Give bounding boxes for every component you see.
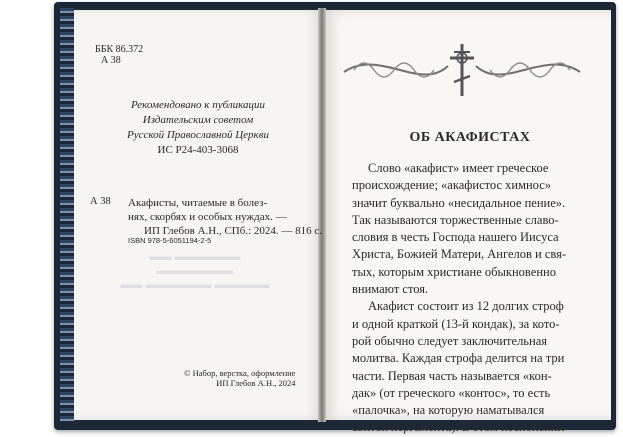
catalog-index: А 38 [90,196,111,207]
catalog-entry [128,196,322,238]
text-line: «палочка», на которую наматывался [352,403,545,418]
catalog-line: ИП Глебов А.Н., СПб.: 2024. — 816 с. [144,225,323,237]
text-line: дак» (от греческого «контос», то есть [352,385,551,400]
bbk-code [95,44,143,66]
text-line: происхождение; «акафистос химнос» [352,178,552,193]
section-heading: ОБ АКАФИСТАХ [409,130,531,145]
text-line: рой обычно следует заключительная [352,333,547,348]
text-line: свиток пергамента). В этом песнопении [352,420,565,435]
text-line: внимают стоя. [352,282,429,297]
bbk-line: А 38 [101,55,121,66]
ornament-cross-icon [340,40,584,98]
catalog-line: нях, скорбях и особых нуждах. — [128,211,287,223]
text-line: части. Первая часть называется «кон- [352,368,552,383]
catalog-line: Акафисты, читаемые в болез- [128,197,268,209]
text-line: словия в честь Господа нашего Иисуса [352,230,559,245]
recommendation-line: ИС Р24-403-3068 [157,144,239,156]
body-text [352,160,566,437]
imprint-line: ИП Глебов А.Н., 2024 [216,378,296,388]
text-line: тых, которым христиане обыкновенно [352,264,556,279]
isbn: ISBN 978-5-6051194-2-5 [128,236,212,245]
show-through-text: ▬▬ ▬▬▬▬▬▬ ▬▬▬▬▬▬▬ ▬▬ ▬▬▬▬▬▬ ▬▬▬▬▬ [120,251,270,291]
text-line: значит буквально «несидальное пение». [352,195,566,210]
recommendation-line: Издательским советом [142,114,254,126]
text-line: Христа, Божией Матери, Ангелов и свя- [352,247,567,262]
imprint [184,368,295,388]
text-line: Акафист состоит из 12 долгих строф [368,299,564,314]
text-line: Так называются торжественные славо- [352,212,559,227]
bbk-line: ББК 86.372 [95,44,144,55]
recommendation-block [108,98,288,158]
cover-pattern-edge [60,8,74,424]
imprint-line: © Набор, верстка, оформление [184,368,296,378]
text-line: Слово «акафист» имеет греческое [368,161,549,175]
text-line: и одной краткой (13-й кондак), за кото- [352,316,560,331]
text-line: молитва. Каждая строфа делится на три [352,351,565,366]
recommendation-line: Русской Православной Церкви [127,129,269,141]
recommendation-line: Рекомендовано к публикации [130,99,266,111]
